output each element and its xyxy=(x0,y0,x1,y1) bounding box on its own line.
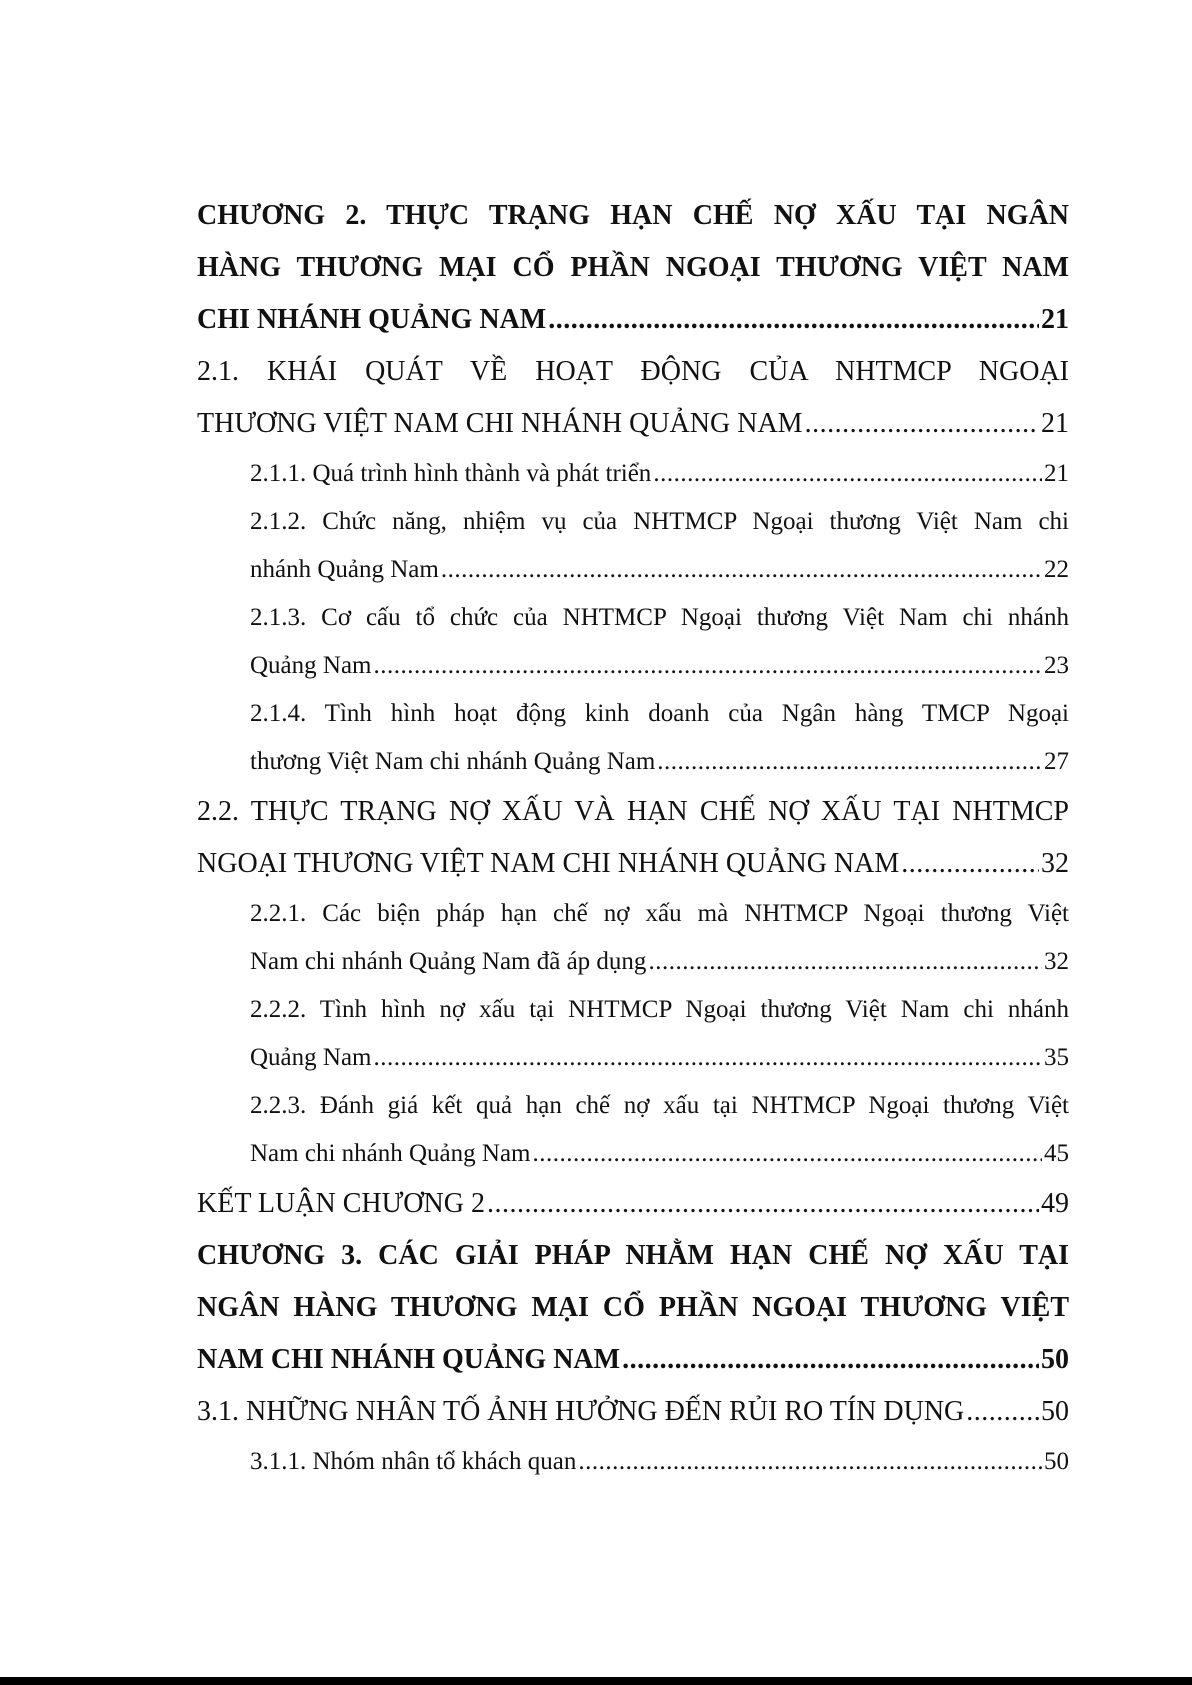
toc-entry-last-line xyxy=(250,546,1069,594)
dot-leader xyxy=(374,642,1043,690)
toc-entry-title: Quảng Nam xyxy=(250,652,372,679)
toc-entry[interactable] xyxy=(197,1386,1069,1438)
toc-entry-title: 2.1. KHÁI QUÁT VỀ HOẠT ĐỘNG CỦA NHTMCP NGOẠI xyxy=(197,356,1069,387)
toc-entry-title: Nam chi nhánh Quảng Nam xyxy=(250,1140,531,1167)
dot-leader xyxy=(657,738,1042,786)
toc-entry[interactable] xyxy=(197,1438,1069,1486)
toc-entry-last-line xyxy=(250,1034,1069,1082)
toc-page-number: 23 xyxy=(1044,652,1069,679)
toc-entry-title: 3.1.1. Nhóm nhân tố khách quan xyxy=(250,1448,577,1475)
toc-entry[interactable] xyxy=(197,450,1069,498)
toc-entry[interactable] xyxy=(197,190,1069,346)
toc-entry-last-line xyxy=(250,642,1069,690)
toc-entry-line xyxy=(197,1230,1069,1282)
toc-entry[interactable] xyxy=(197,1178,1069,1230)
toc-entry[interactable] xyxy=(197,690,1069,786)
toc-page-number: 50 xyxy=(1044,1448,1069,1475)
toc-entry-title: 2.1.2. Chức năng, nhiệm vụ của NHTMCP Ngoại thương Việt Nam chi xyxy=(250,508,1069,535)
toc-page-number: 45 xyxy=(1044,1140,1069,1167)
toc-entry-last-line xyxy=(250,1130,1069,1178)
toc-entry-last-line xyxy=(250,738,1069,786)
toc-entry-last-line xyxy=(250,1438,1069,1486)
toc-entry-last-line xyxy=(197,398,1069,450)
toc-entry-title: NGOẠI THƯƠNG VIỆT NAM CHI NHÁNH QUẢNG NAM xyxy=(197,848,900,879)
toc-entry-title: 2.1.4. Tình hình hoạt động kinh doanh của Ngân hàng TMCP Ngoại xyxy=(250,700,1069,727)
dot-leader xyxy=(578,1438,1042,1486)
toc-entry-title: THƯƠNG VIỆT NAM CHI NHÁNH QUẢNG NAM xyxy=(197,408,803,439)
toc-page-number: 32 xyxy=(1044,948,1069,975)
dot-leader xyxy=(441,546,1042,594)
toc-entry-title: Nam chi nhánh Quảng Nam đã áp dụng xyxy=(250,948,647,975)
dot-leader xyxy=(805,398,1039,450)
table-of-contents xyxy=(197,190,1069,1486)
toc-entry-last-line xyxy=(250,938,1069,986)
dot-leader xyxy=(622,1334,1039,1386)
toc-page-number: 27 xyxy=(1044,748,1069,775)
toc-page-number: 50 xyxy=(1041,1396,1069,1427)
toc-entry-title: Quảng Nam xyxy=(250,1044,372,1071)
toc-entry[interactable] xyxy=(197,890,1069,986)
toc-entry-title: 2.2. THỰC TRẠNG NỢ XẤU VÀ HẠN CHẾ NỢ XẤU TẠI NHTMCP xyxy=(197,796,1069,827)
toc-entry-line xyxy=(197,242,1069,294)
toc-page-number: 22 xyxy=(1044,556,1069,583)
toc-entry-title: KẾT LUẬN CHƯƠNG 2 xyxy=(197,1188,485,1219)
toc-entry-title: thương Việt Nam chi nhánh Quảng Nam xyxy=(250,748,656,775)
toc-entry-title: CHƯƠNG 2. THỰC TRẠNG HẠN CHẾ NỢ XẤU TẠI NGÂN xyxy=(197,200,1069,231)
page-bottom-edge xyxy=(0,1677,1192,1685)
toc-entry[interactable] xyxy=(197,594,1069,690)
toc-entry[interactable] xyxy=(197,1230,1069,1386)
toc-entry[interactable] xyxy=(197,498,1069,594)
dot-leader xyxy=(901,838,1039,890)
toc-entry[interactable] xyxy=(197,786,1069,890)
toc-page-number: 21 xyxy=(1041,304,1069,335)
toc-entry[interactable] xyxy=(197,986,1069,1082)
toc-entry-last-line xyxy=(197,1178,1069,1230)
toc-entry-title: 2.2.3. Đánh giá kết quả hạn chế nợ xấu tại NHTMCP Ngoại thương Việt xyxy=(250,1092,1069,1119)
toc-entry-line xyxy=(197,1282,1069,1334)
toc-page-number: 35 xyxy=(1044,1044,1069,1071)
toc-entry[interactable] xyxy=(197,1082,1069,1178)
toc-entry-title: CHI NHÁNH QUẢNG NAM xyxy=(197,304,547,335)
toc-page-number: 50 xyxy=(1041,1344,1069,1375)
toc-entry-title: nhánh Quảng Nam xyxy=(250,556,439,583)
toc-entry-title: 2.1.3. Cơ cấu tổ chức của NHTMCP Ngoại thương Việt Nam chi nhánh xyxy=(250,604,1069,631)
dot-leader xyxy=(653,450,1042,498)
toc-entry-title: 3.1. NHỮNG NHÂN TỐ ẢNH HƯỞNG ĐẾN RỦI RO TÍN DỤNG xyxy=(197,1396,965,1427)
toc-entry-title: HÀNG THƯƠNG MẠI CỔ PHẦN NGOẠI THƯƠNG VIỆT NAM xyxy=(197,252,1069,283)
toc-entry-title: 2.1.1. Quá trình hình thành và phát triển xyxy=(250,460,652,487)
toc-entry-line xyxy=(250,498,1069,546)
toc-entry-last-line xyxy=(197,1386,1069,1438)
toc-entry-title: NGÂN HÀNG THƯƠNG MẠI CỔ PHẦN NGOẠI THƯƠNG VIỆT xyxy=(197,1292,1069,1323)
dot-leader xyxy=(532,1130,1042,1178)
toc-entry-title: CHƯƠNG 3. CÁC GIẢI PHÁP NHẰM HẠN CHẾ NỢ XẤU TẠI xyxy=(197,1240,1069,1271)
toc-entry-line xyxy=(197,190,1069,242)
toc-entry-line xyxy=(197,786,1069,838)
toc-entry-line xyxy=(250,986,1069,1034)
toc-page-number: 21 xyxy=(1041,408,1069,439)
toc-entry-line xyxy=(250,890,1069,938)
toc-entry-title: 2.2.2. Tình hình nợ xấu tại NHTMCP Ngoại thương Việt Nam chi nhánh xyxy=(250,996,1069,1023)
toc-entry-last-line xyxy=(250,450,1069,498)
toc-entry-title: 2.2.1. Các biện pháp hạn chế nợ xấu mà NHTMCP Ngoại thương Việt xyxy=(250,900,1069,927)
toc-page-number: 21 xyxy=(1044,460,1069,487)
toc-entry-line xyxy=(250,594,1069,642)
toc-entry-line xyxy=(250,690,1069,738)
dot-leader xyxy=(487,1178,1039,1230)
toc-entry[interactable] xyxy=(197,346,1069,450)
toc-page-number: 49 xyxy=(1041,1188,1069,1219)
dot-leader xyxy=(648,938,1042,986)
dot-leader xyxy=(966,1386,1039,1438)
toc-entry-line xyxy=(197,346,1069,398)
toc-entry-last-line xyxy=(197,1334,1069,1386)
dot-leader xyxy=(548,294,1039,346)
toc-entry-last-line xyxy=(197,294,1069,346)
toc-entry-line xyxy=(250,1082,1069,1130)
toc-page-number: 32 xyxy=(1041,848,1069,879)
toc-entry-last-line xyxy=(197,838,1069,890)
dot-leader xyxy=(374,1034,1043,1082)
toc-entry-title: NAM CHI NHÁNH QUẢNG NAM xyxy=(197,1344,621,1375)
